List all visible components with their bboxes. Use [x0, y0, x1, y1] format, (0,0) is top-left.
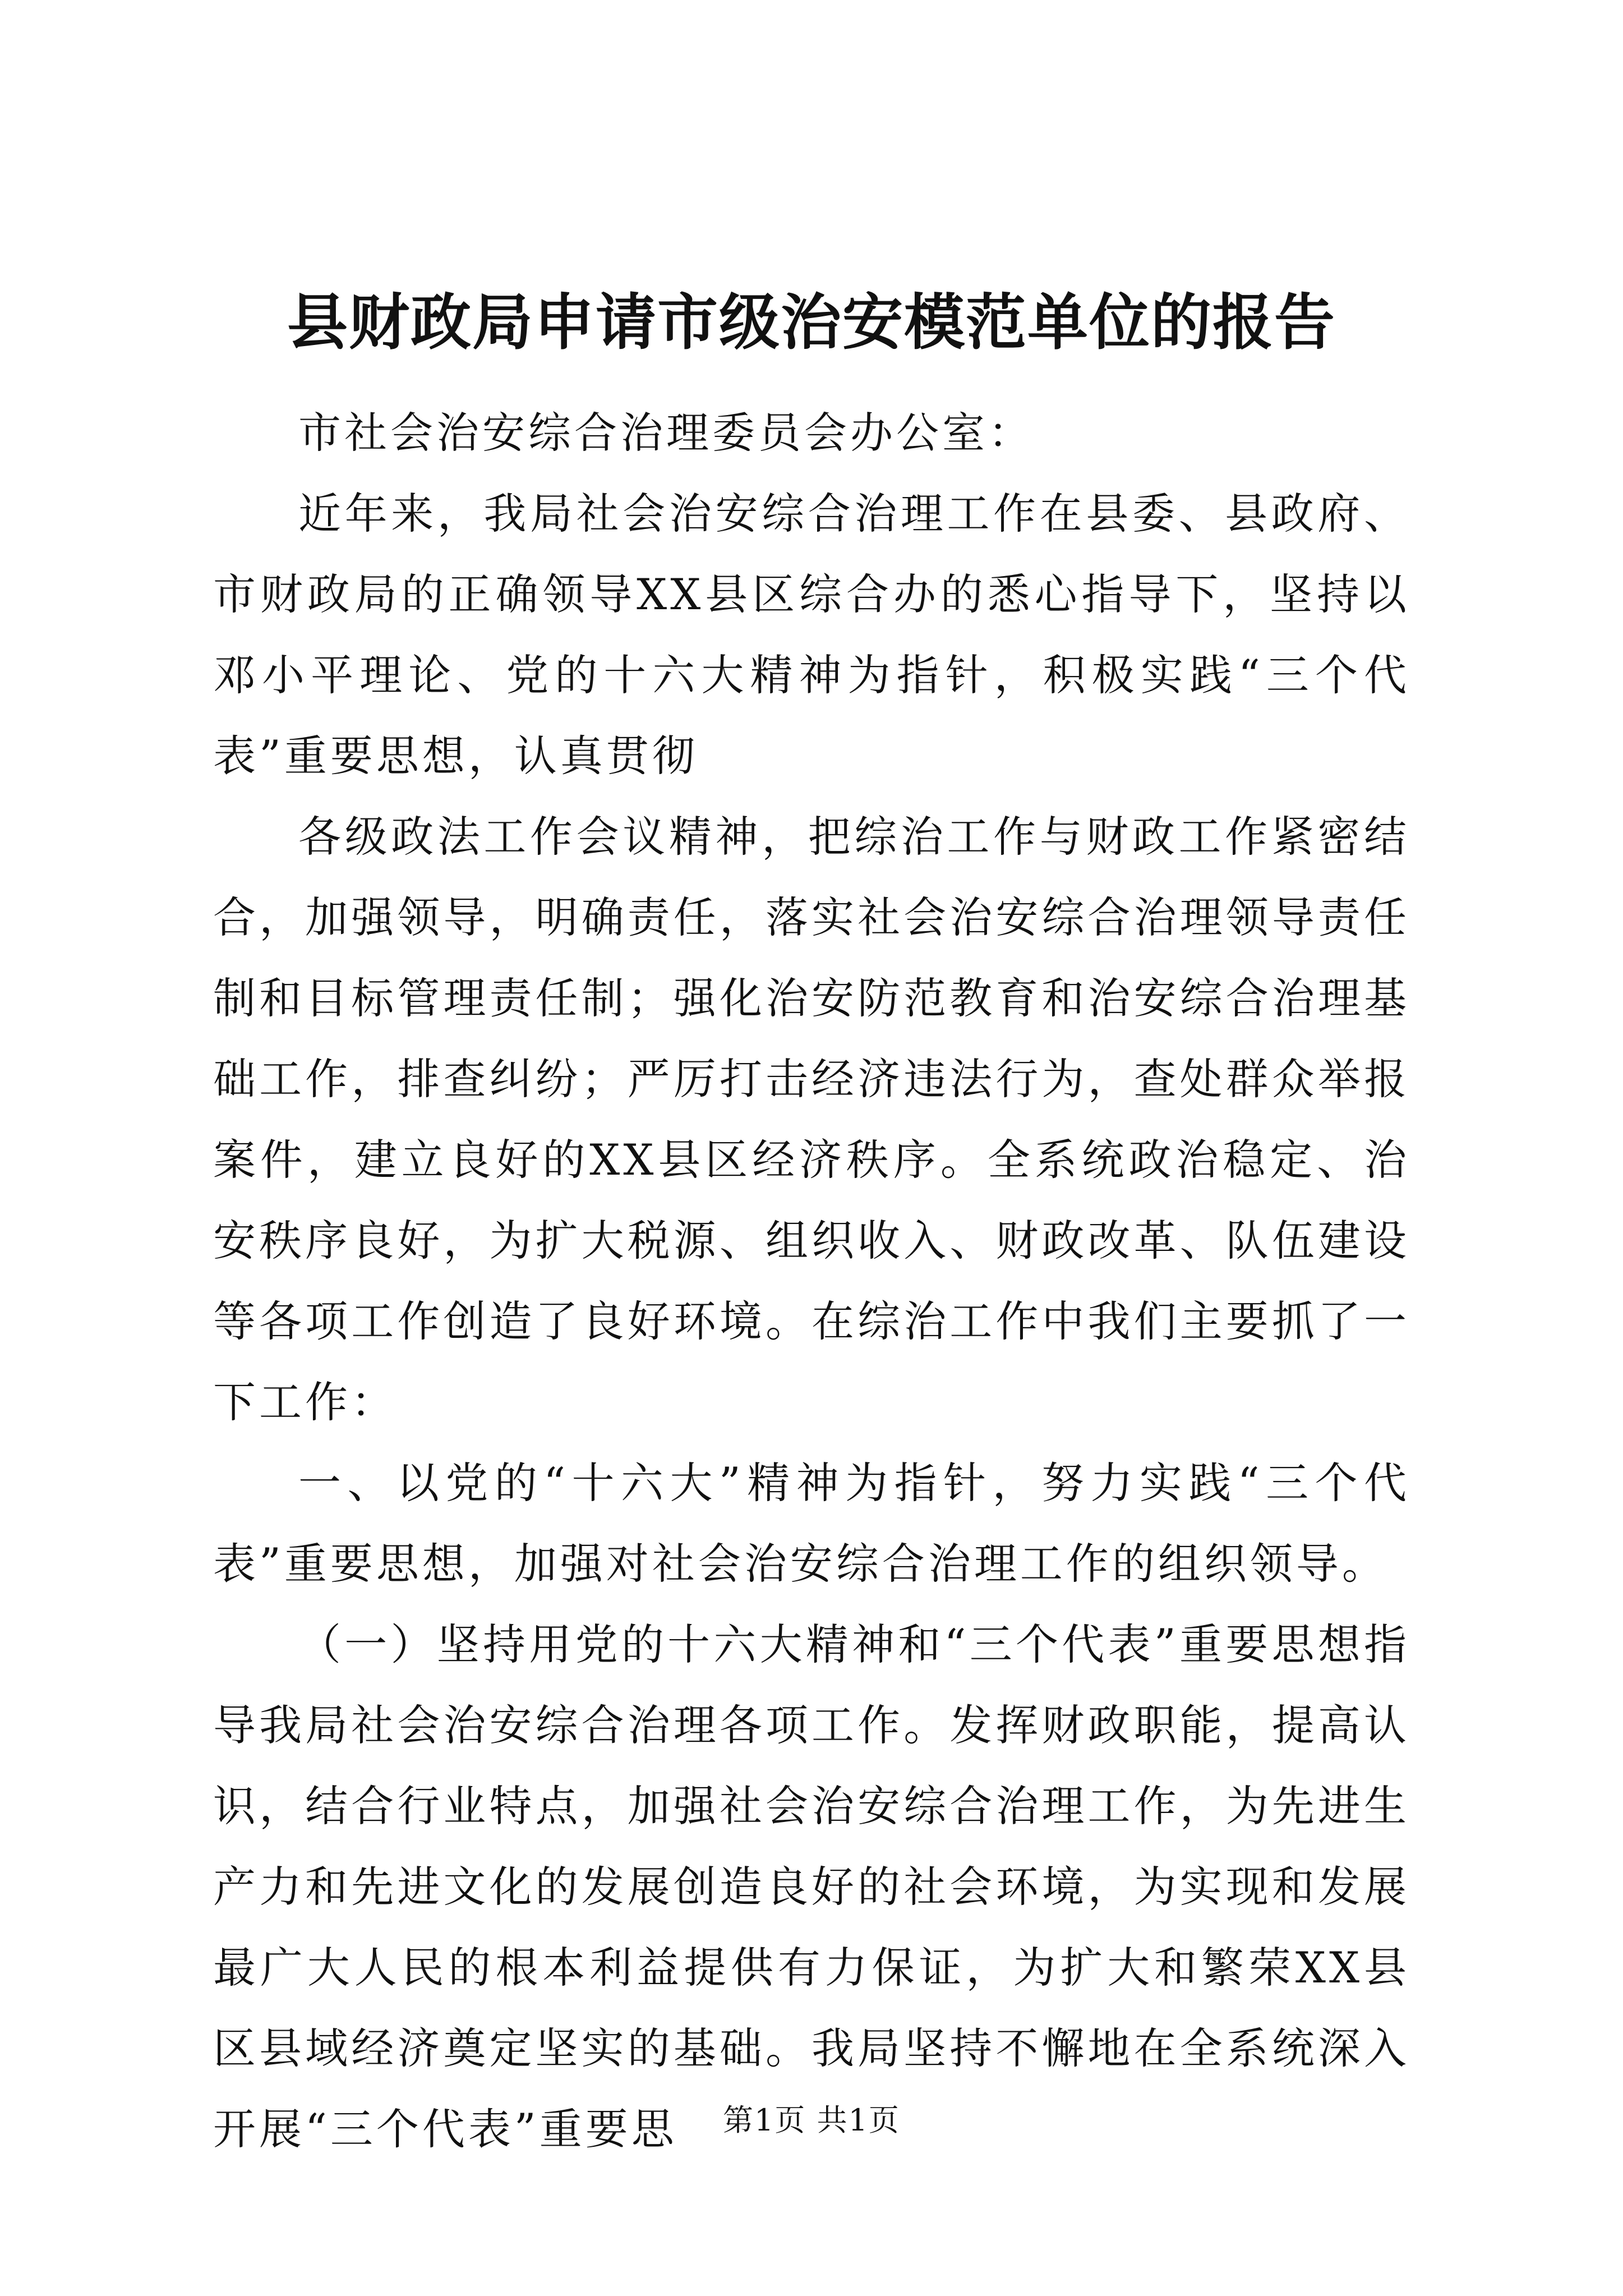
salutation-paragraph: 市社会治安综合治理委员会办公室：	[298, 408, 1034, 458]
document-body	[213, 393, 1410, 2170]
page-number-footer: 第1页 共1页	[723, 2102, 900, 2138]
body-paragraph-work-summary: 各级政法工作会议精神，把综治工作与财政工作紧密结合，加强领导，明确责任，落实社会治安综合治理领导责任制和目标管理责任制；强化治安防范教育和治安综合治理基础工作，排查纠纷；严厉打击经济违法行为，查处群众举报案件，建立良好的XX县区经济秩序。全系统政治稳定、治安秩序良好，为扩大税源、组织收入、财政改革、队伍建设等各项工作创造了良好环境。在综治工作中我们主要抓了一下工作：	[213, 812, 1410, 1427]
body-paragraph-intro: 近年来，我局社会治安综合治理工作在县委、县政府、市财政局的正确领导XX县区综合办的悉心指导下，坚持以邓小平理论、党的十六大精神为指针，积极实践“三个代表”重要思想，认真贯彻	[213, 489, 1410, 781]
subsection-paragraph-one: （一）坚持用党的十六大精神和“三个代表”重要思想指导我局社会治安综合治理各项工作。发挥财政职能，提高认识，结合行业特点，加强社会治安综合治理工作，为先进生产力和先进文化的发展创造良好的社会环境，为实现和发展最广大人民的根本利益提供有力保证，为扩大和繁荣XX县区县域经济奠定坚实的基础。我局坚持不懈地在全系统深入开展“三个代表”重要思	[213, 1619, 1410, 2154]
section-heading-one: 一、以党的“十六大”精神为指针，努力实践“三个代表”重要思想，加强对社会治安综合治理工作的组织领导。	[213, 1458, 1410, 1589]
document-title: 县财政局申请市级治安模范单位的报告	[287, 287, 1336, 358]
